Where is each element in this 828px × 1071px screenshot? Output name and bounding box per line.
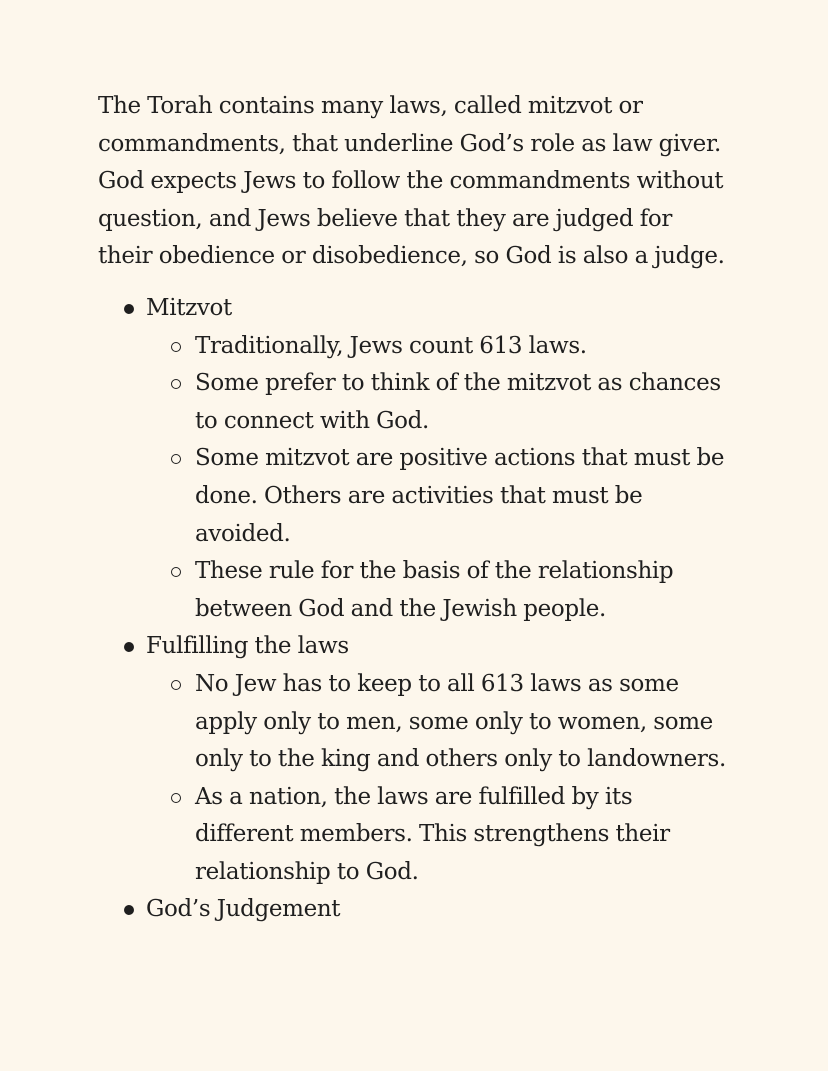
- sublist-item-text: No Jew has to keep to all 613 laws as some apply only to men, some only to women, some only to the king and others only to landowners.: [195, 670, 726, 773]
- sublist-item: [147, 553, 732, 628]
- sublist-item-text: As a nation, the laws are fulfilled by its different members. This strengthens their relationship to God.: [195, 783, 670, 885]
- sublist-mitzvot: [146, 328, 732, 629]
- sublist-item: [147, 440, 732, 553]
- bullet-icon: [124, 642, 134, 652]
- list-item-gods-judgement: [98, 891, 732, 929]
- hollow-bullet-icon: [171, 379, 181, 389]
- sublist-item-text: Some prefer to think of the mitzvot as chances to connect with God.: [195, 370, 721, 434]
- sublist-fulfilling-the-laws: [146, 666, 732, 892]
- list-item-label: Fulfilling the laws: [146, 633, 349, 660]
- hollow-bullet-icon: [171, 567, 181, 577]
- hollow-bullet-icon: [171, 793, 181, 803]
- sublist-item: [147, 779, 732, 892]
- sublist-item-text: Some mitzvot are positive actions that must be done. Others are activities that must be avoided.: [195, 445, 725, 547]
- sublist-item: [147, 365, 732, 440]
- sublist-item-text: Traditionally, Jews count 613 laws.: [195, 332, 587, 359]
- list-item-label: Mitzvot: [146, 294, 232, 321]
- intro-paragraph: The Torah contains many laws, called mitzvot or commandments, that underline God’s role as law giver. God expects Jews to follow the commandments without question, and Jews believe that they are judged for their obedience or disobedience, so God is also a judge.: [98, 93, 725, 270]
- bullet-icon: [124, 304, 134, 314]
- sublist-item: [147, 666, 732, 779]
- sublist-item: [147, 328, 732, 366]
- bullet-list: [98, 290, 732, 929]
- hollow-bullet-icon: [171, 680, 181, 690]
- list-item-fulfilling-the-laws: [98, 628, 732, 891]
- hollow-bullet-icon: [171, 342, 181, 352]
- bullet-icon: [124, 905, 134, 915]
- list-item-mitzvot: [98, 290, 732, 628]
- sublist-item-text: These rule for the basis of the relationship between God and the Jewish people.: [195, 558, 674, 622]
- list-item-label: God’s Judgement: [146, 896, 341, 923]
- hollow-bullet-icon: [171, 454, 181, 464]
